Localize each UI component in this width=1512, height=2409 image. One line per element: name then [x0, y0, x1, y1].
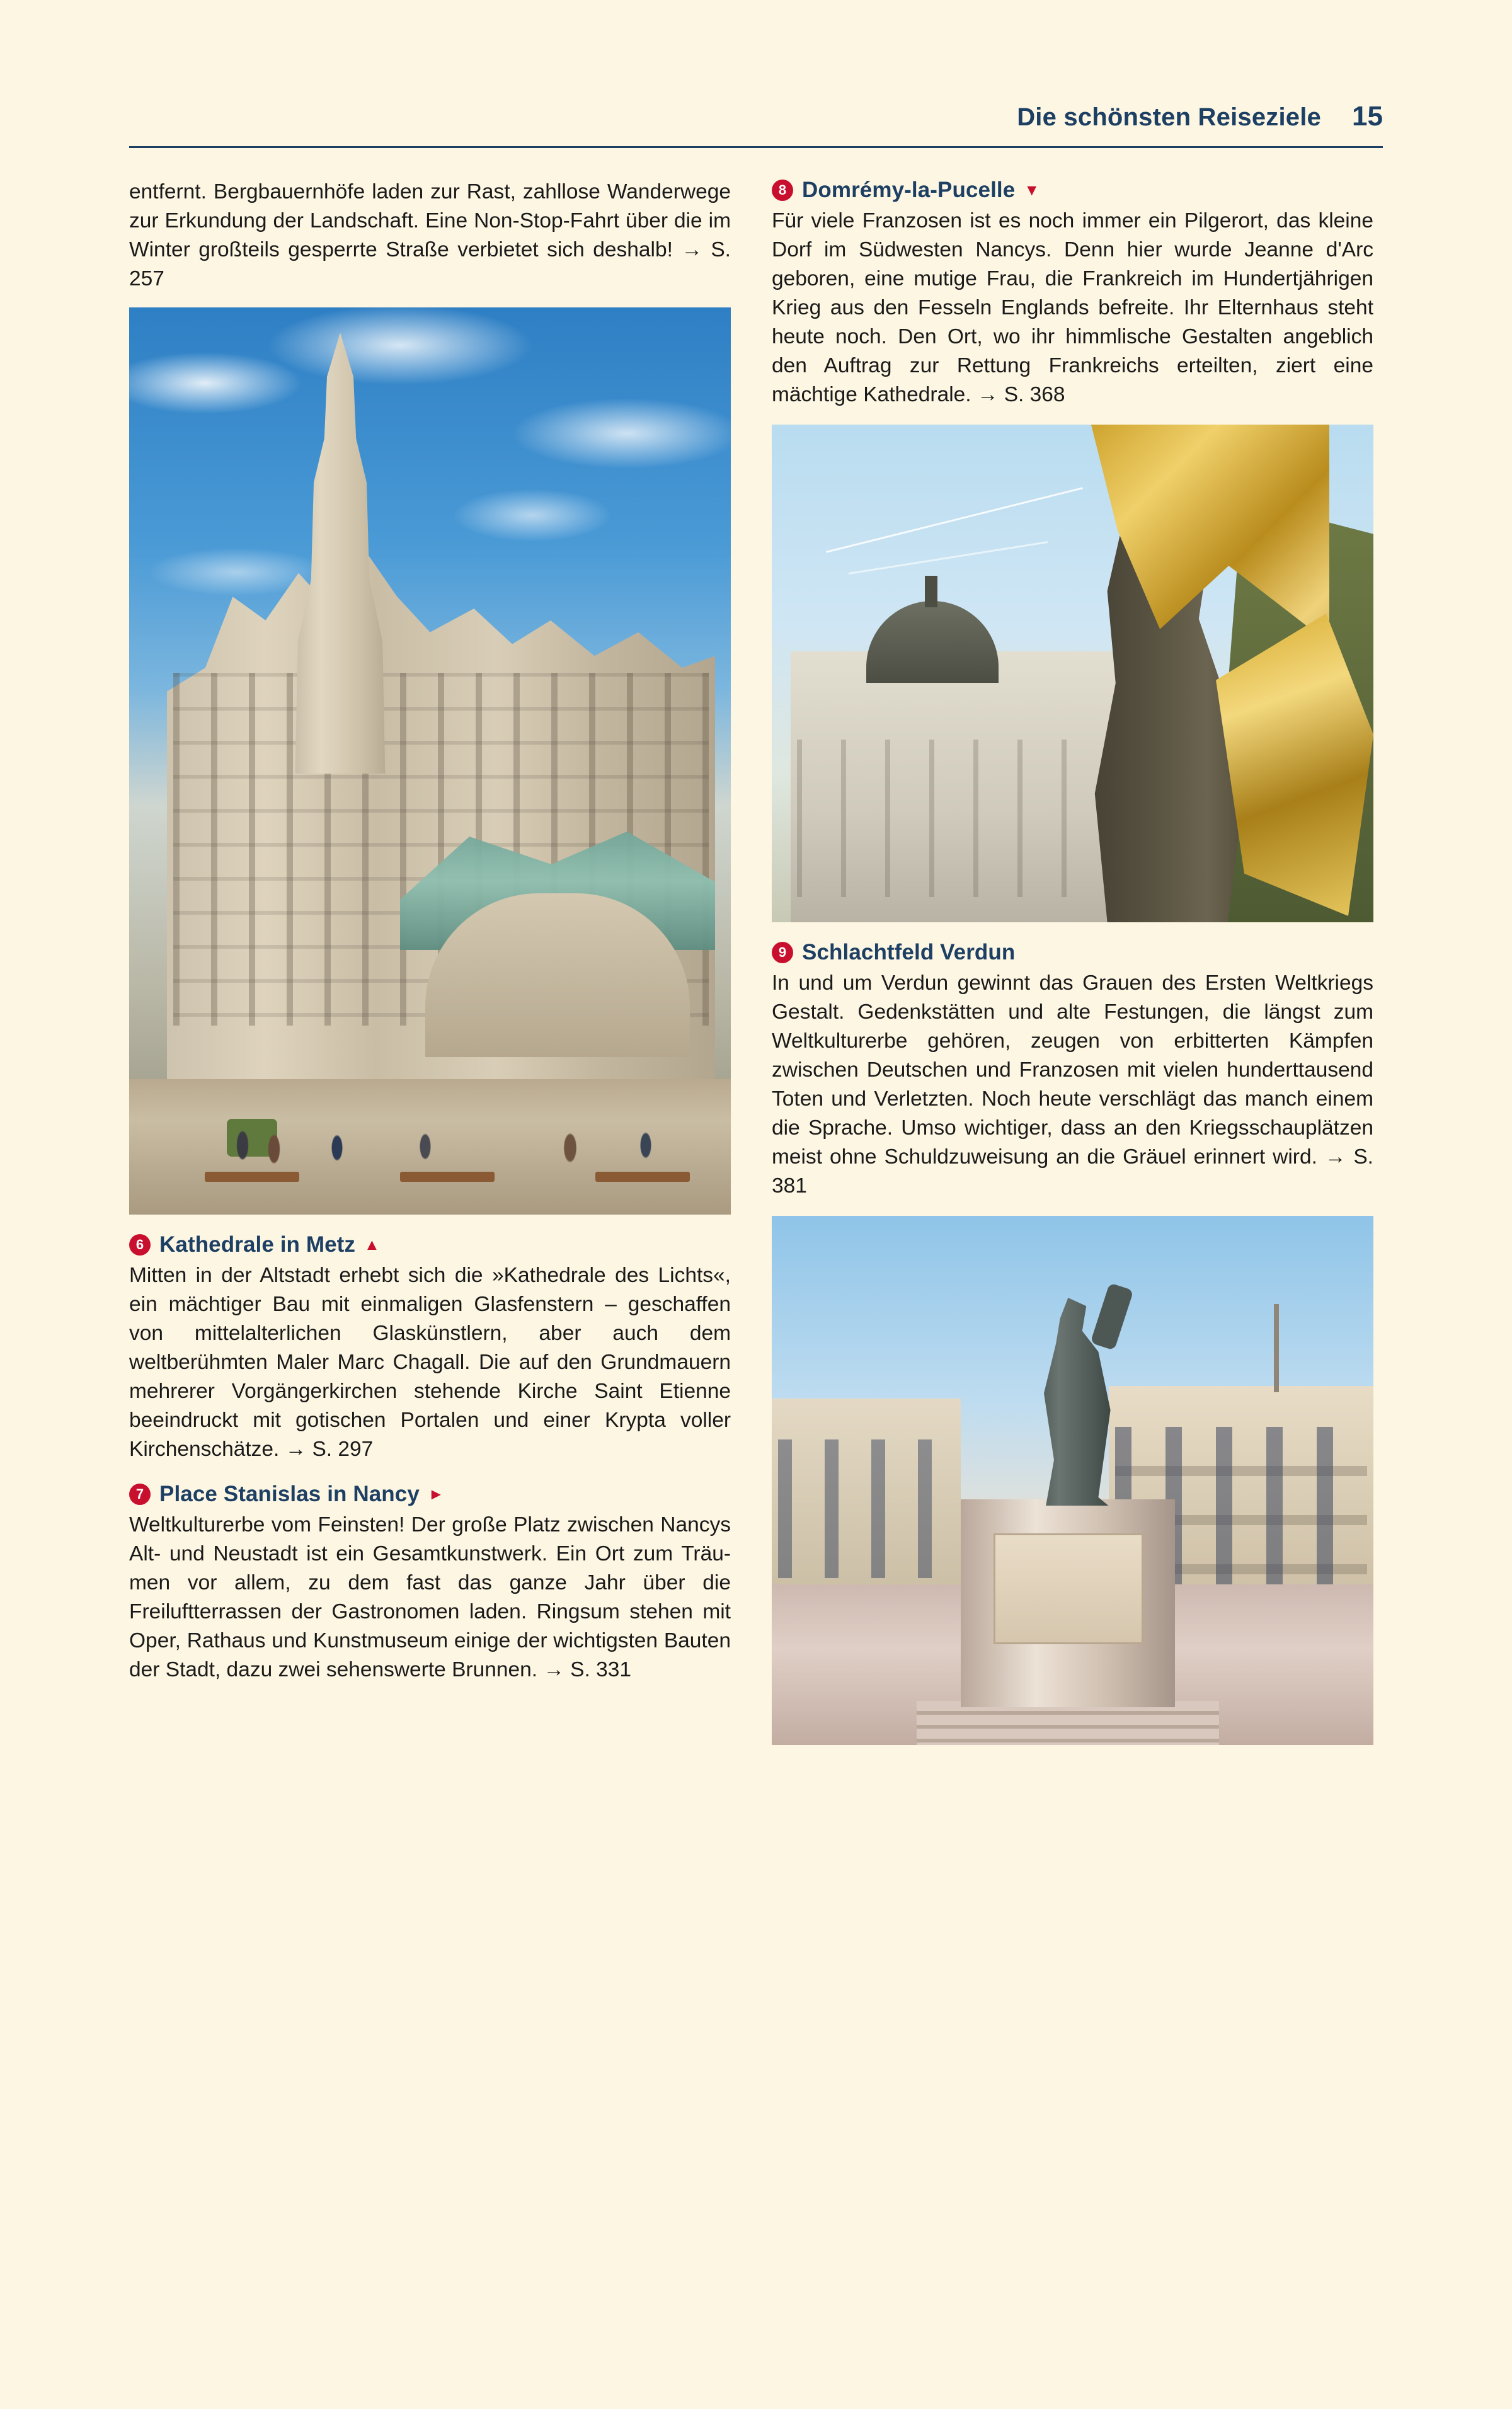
page-header [129, 101, 1383, 132]
entry-number-badge: 9 [772, 942, 793, 963]
entry-text-domremy-la-pucelle: Für viele Franzosen ist es noch immer ein Pilgerort, das kleine Dorf im Südwesten Nancys. Denn hier wurde Jeanne d'Arc geboren, eine mutige Frau, die Frankreich im Hundertjährigen Krieg aus den Fesseln Englands befreite. Ihr Elternhaus steht heute noch. Den Ort, wo ihr himmlische Gestalten angeblich den Auftrag zur Rettung Frankreichs erteilten, ziert eine mächtige Kathedrale. → S. 368 [772, 209, 1373, 406]
entry-heading-domremy-la-pucelle [772, 178, 1373, 203]
building-windows [778, 1439, 954, 1578]
photo-domremy-basilika [772, 425, 1373, 922]
entry-text-schlachtfeld-verdun: In und um Verdun gewinnt das Grauen des Ersten Weltkriegs Gestalt. Gedenkstätten und alte Festungen, die längst zum Weltkulturerbe gehören, zeugen von erbitterten Kämpfen zwischen Deutschen und Franzosen mit vielen hunderttausend Toten und Verletzten. Noch heute verschlägt das manch einem die Sprache. Umso wichtiger, dass an den Kriegsschauplätzen meist ohne Schuldzuweisung an die Gräuel erinnert wird. → S. 381 [772, 971, 1373, 1198]
photo-place-stanislas [772, 1216, 1373, 1745]
triangle-down-icon: ▼ [1024, 181, 1040, 199]
entry-title: Schlachtfeld Verdun [802, 940, 1016, 964]
left-column [129, 178, 731, 1685]
photo-kathedrale-metz [129, 307, 731, 1215]
basilica-arcade [797, 740, 1137, 897]
entry-text-place-stanislas-in-nancy: Weltkulturerbe vom Feinsten! Der große Platz zwischen Nancys Alt- und Neustadt ist ein Gesamtkunstwerk. Ein Ort zum Träumen vor allem, zu dem fast das ganze Jahr über die Freiluftterrassen der Gastronomen laden. Ringsum stehen mit Oper, Rathaus und Kunstmuseum einige der wichtigsten Bauten der Stadt, dazu zwei sehenswerte Brunnen. → S. 331 [129, 1513, 731, 1681]
entry-title: Place Stanislas in Nancy [159, 1482, 420, 1506]
plaza-people [129, 1101, 731, 1177]
entry-title: Domrémy-la-Pucelle [802, 178, 1016, 202]
entry-text-kathedrale-in-metz: Mitten in der Altstadt erhebt sich die »Kathedrale des Lichts«, ein mächtiger Bau mit einmaligen Glasfenstern – geschaffen von mittelalterlichen Glaskünstlern, aber auch dem weltberühmten Maler Marc Chagall. Die auf den Grundmauern mehrerer Vorgängerkirchen stehende Kirche Saint Etienne beeindruckt mit gotischen Portalen und einer Krypta voller Kirchenschätze. → S. 297 [129, 1264, 731, 1461]
monument-plaque [994, 1533, 1143, 1644]
monument-steps [917, 1701, 1219, 1745]
entry-number-badge: 6 [129, 1234, 151, 1256]
continuation-paragraph: entfernt. Bergbauernhöfe laden zur Rast, zahllose Wanderwege zur Erkundung der Landschaft. Eine Non-Stop-Fahrt über die im Winter großteils gesperrte Straße verbietet sich deshalb! → S. 257 [129, 180, 731, 290]
basilica-dome-finial [925, 576, 937, 607]
statue-raised-arm [1091, 1283, 1134, 1350]
header-divider [129, 146, 1383, 148]
entry-heading-kathedrale-in-metz [129, 1232, 731, 1257]
page-title: Die schönsten Reiseziele [1017, 103, 1321, 131]
basilica-dome [866, 601, 999, 683]
flagpole [1274, 1304, 1279, 1392]
triangle-up-icon: ▲ [364, 1235, 380, 1254]
right-column [772, 178, 1373, 1745]
entry-number-badge: 8 [772, 180, 793, 201]
entry-title: Kathedrale in Metz [159, 1232, 356, 1257]
entry-heading-schlachtfeld-verdun [772, 940, 1373, 965]
entry-number-badge: 7 [129, 1484, 151, 1505]
triangle-right-icon: ► [428, 1485, 444, 1503]
entry-heading-place-stanislas-in-nancy [129, 1482, 731, 1507]
contrail [849, 541, 1048, 575]
page-number: 15 [1352, 101, 1383, 132]
